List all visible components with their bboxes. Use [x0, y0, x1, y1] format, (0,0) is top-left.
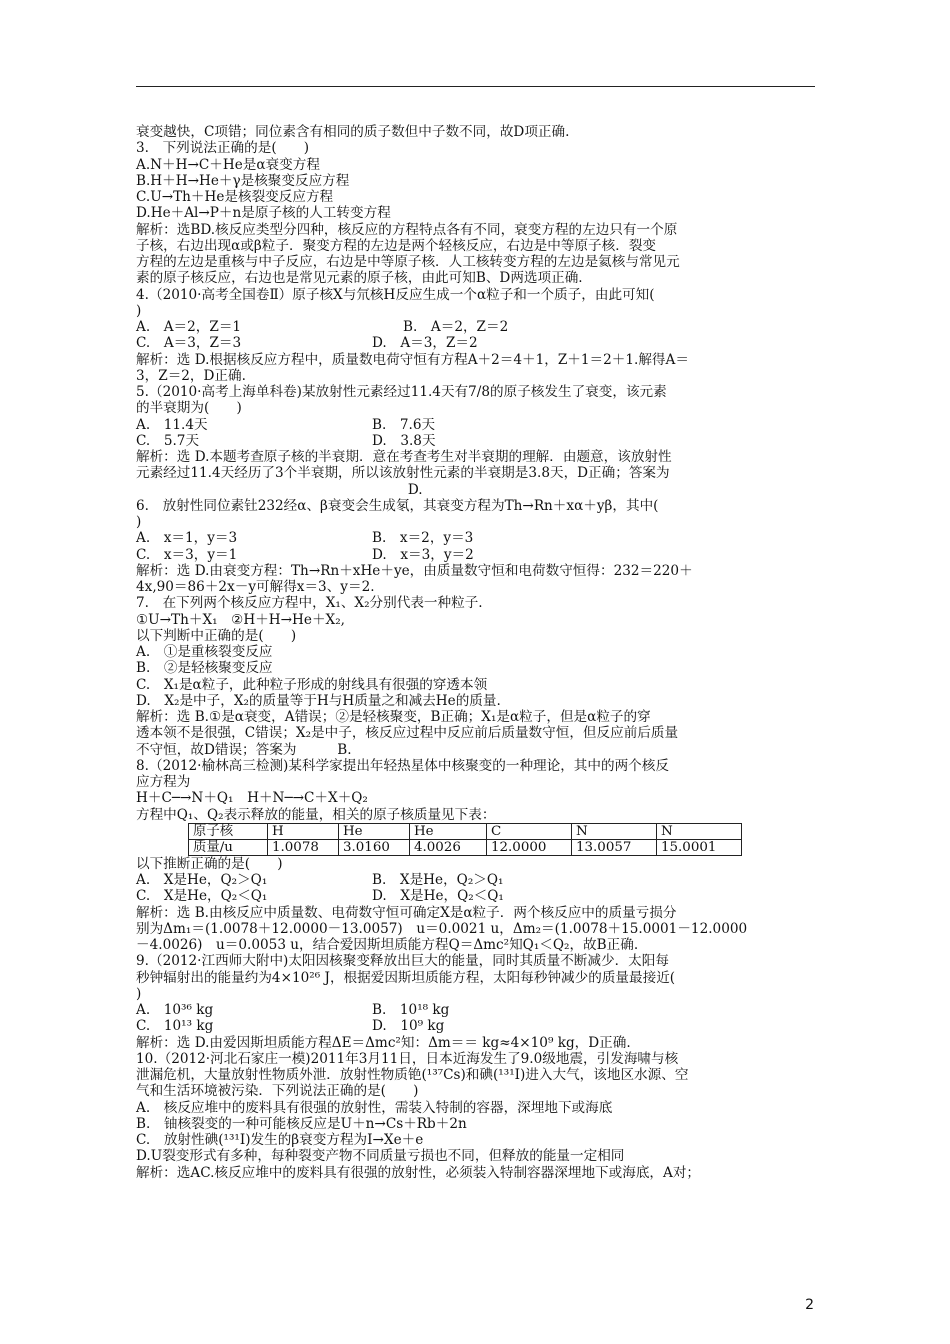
question-3: 3. 下列说法正确的是( )	[136, 140, 310, 157]
answer-line: －4.0026) u＝0.0053 u，结合爱因斯坦质能方程Q＝Δmc²知Q₁＜Q₂，故B正确.	[136, 937, 639, 953]
table-cell: 15.0001	[657, 839, 742, 855]
question-4: 4.（2010·高考全国卷Ⅱ）原子核X与氘核H反应生成一个α粒子和一个质子，由此可知(	[136, 286, 655, 303]
option: C. X是He，Q₂＜Q₁	[136, 888, 268, 905]
page-content	[136, 124, 826, 1181]
table-cell: 质量/u	[189, 839, 268, 855]
option: B. X是He，Q₂＞Q₁	[372, 872, 504, 888]
option: C. 5.7天	[136, 432, 200, 449]
option: A. A＝2，Z＝1	[136, 319, 242, 335]
table-cell: He	[410, 823, 487, 839]
table-cell: C	[487, 823, 572, 839]
option-line: D.U裂变形式有多种，每种裂变产物不同质量亏损也不同，但释放的能量一定相同	[136, 1148, 625, 1165]
equation-line: H＋C─→N＋Q₁ H＋N─→C＋X＋Q₂	[136, 790, 368, 807]
table-cell: N	[572, 823, 657, 839]
option: D. A＝3，Z＝2	[372, 335, 478, 352]
text-line: 应方程为	[136, 774, 191, 790]
option: C. A＝3，Z＝3	[136, 335, 242, 352]
table-cell: H	[268, 823, 339, 839]
answer-line: 解析：选 D.本题考查原子核的半衰期．意在考查考生对半衰期的理解．由题意，该放射性	[136, 449, 672, 465]
option-line: D.He＋Al→P＋n是原子核的人工转变方程	[136, 205, 391, 222]
option: A. x＝1，y＝3	[136, 530, 238, 547]
answer-line: 4x,90＝86＋2x－y可解得x＝3、y＝2.	[136, 579, 375, 595]
answer-line: 解析：选 D.由衰变方程：Th→Rn＋xHe＋ye，由质量数守恒和电荷数守恒得：232＝220＋	[136, 562, 693, 579]
option: A. X是He，Q₂＞Q₁	[136, 872, 268, 888]
table-cell: 13.0057	[572, 839, 657, 855]
text-line: ①U→Th＋X₁ ②H＋H→He＋X₂,	[136, 611, 345, 628]
text-line: 衰变越快，C项错；同位素含有相同的质子数但中子数不同，故D项正确.	[136, 124, 570, 140]
option-line: C.U→Th＋He是核裂变反应方程	[136, 189, 334, 205]
answer-line: D.	[136, 481, 423, 498]
table-cell: 3.0160	[339, 839, 410, 855]
text-line: )	[136, 302, 142, 319]
option-line: B.H＋H→He＋γ是核聚变反应方程	[136, 172, 350, 189]
option: D. x＝3，y＝2	[372, 546, 474, 563]
option-row	[136, 1002, 826, 1018]
text-line: )	[136, 985, 142, 1002]
question-7: 7. 在下列两个核反应方程中，X₁、X₂分别代表一种粒子.	[136, 595, 483, 612]
text-line: 泄漏危机，大量放射性物质外泄．放射性物质铯(¹³⁷Cs)和碘(¹³¹I)进入大气，该地区水源、空	[136, 1067, 689, 1083]
answer-line: 元素经过11.4天经历了3个半衰期，所以该放射性元素的半衰期是3.8天，D正确；答案为	[136, 465, 670, 482]
option-row	[136, 530, 826, 546]
text-line: 的半衰期为( )	[136, 400, 242, 417]
table-cell: 原子核	[189, 823, 268, 839]
table-row	[189, 823, 742, 839]
table-cell: 12.0000	[487, 839, 572, 855]
table-cell: He	[339, 823, 410, 839]
text-line: 秒钟辐射出的能量约为4×10²⁶ J，根据爱因斯坦质能方程，太阳每秒钟减少的质量最接近(	[136, 969, 676, 986]
option-row	[136, 1018, 826, 1034]
text-line: 方程中Q₁、Q₂表示释放的能量，相关的原子核质量见下表：	[136, 806, 496, 823]
option: B. A＝2，Z＝2	[403, 319, 509, 335]
answer-line: 素的原子核反应，右边也是常见元素的原子核，由此可知B、D两选项正确.	[136, 270, 583, 287]
question-10: 10.（2012·河北石家庄一模)2011年3月11日，日本近海发生了9.0级地震，引发海啸与核	[136, 1050, 679, 1067]
option-row	[136, 433, 826, 449]
text-line: 气和生活环境被污染．下列说法正确的是( )	[136, 1083, 419, 1100]
answer-line: 子核，右边出现α或β粒子．聚变方程的左边是两个轻核反应，右边是中等原子核．裂变	[136, 237, 657, 254]
option-row	[136, 335, 826, 351]
option-line: D. X₂是中子，X₂的质量等于H与H质量之和减去He的质量.	[136, 692, 501, 709]
mass-table	[188, 823, 742, 856]
answer-line: 解析：选 D.根据核反应方程中，质量数电荷守恒有方程A＋2＝4＋1，Z＋1＝2＋1.解得A＝	[136, 351, 689, 368]
answer-line: 3，Z＝2，D正确.	[136, 367, 246, 384]
table-cell: 1.0078	[268, 839, 339, 855]
option-line: B. 铀核裂变的一种可能核反应是U＋n→Cs＋Rb＋2n	[136, 1115, 467, 1132]
text-line: )	[136, 514, 142, 530]
option: D. 10⁹ kg	[372, 1018, 445, 1035]
table-cell: 4.0026	[410, 839, 487, 855]
option-line: C. X₁是α粒子，此种粒子形成的射线具有很强的穿透本领	[136, 676, 488, 693]
question-5: 5.（2010·高考上海单科卷)某放射性元素经过11.4天有7/8的原子核发生了衰变，该元素	[136, 384, 667, 400]
answer-line: 解析：选AC.核反应堆中的废料具有很强的放射性，必须装入特制容器深埋地下或海底，A对；	[136, 1164, 701, 1181]
answer-line: 解析：选 B.①是α衰变，A错误；②是轻核聚变，B正确；X₁是α粒子，但是α粒子的穿	[136, 709, 651, 725]
option: C. 10¹³ kg	[136, 1018, 214, 1035]
option-line: A.N＋H→C＋He是α衰变方程	[136, 156, 320, 173]
option: B. x＝2，y＝3	[372, 530, 474, 547]
option-line: C. 放射性碘(¹³¹I)发生的β衰变方程为I→Xe＋e	[136, 1132, 424, 1148]
answer-line: 不守恒，故D错误；答案为 B.	[136, 741, 352, 758]
text-line: 以下推断正确的是( )	[136, 855, 283, 872]
option: B. 7.6天	[372, 416, 436, 433]
answer-line: 解析：选 B.由核反应中质量数、电荷数守恒可确定X是α粒子．两个核反应中的质量亏损分	[136, 904, 677, 921]
question-8: 8.（2012·榆林高三检测)某科学家提出年轻热星体中核聚变的一种理论，其中的两个核反	[136, 757, 669, 774]
option-line: A. ①是重核裂变反应	[136, 644, 273, 660]
header-rule	[136, 86, 815, 87]
text-line: 以下判断中正确的是( )	[136, 627, 297, 644]
option: A. 11.4天	[136, 416, 208, 433]
question-6: 6. 放射性同位素钍232经α、β衰变会生成氡，其衰变方程为Th→Rn＋xα＋yβ，其中(	[136, 497, 659, 514]
answer-line: 解析：选BD.核反应类型分四种，核反应的方程特点各有不同，衰变方程的左边只有一个原	[136, 221, 678, 238]
option: D. X是He，Q₂＜Q₁	[372, 888, 504, 905]
option-row	[136, 319, 826, 335]
table-row	[189, 839, 742, 855]
block-intro	[136, 124, 826, 319]
answer-line: 透本领不是很强，C错误；X₂是中子，核反应过程中反应前后质量数守恒，但反应前后质量	[136, 725, 679, 742]
answer-line: 解析：选 D.由爱因斯坦质能方程ΔE＝Δmc²知：Δm＝＝ kg≈4×10⁹ kg，D正确.	[136, 1034, 631, 1051]
option: D. 3.8天	[372, 432, 436, 449]
answer-line: 别为Δm₁＝(1.0078＋12.0000－13.0057) u＝0.0021 u，Δm₂＝(1.0078＋15.0001－12.0000	[136, 920, 748, 937]
option-row	[136, 872, 826, 888]
option: A. 10³⁶ kg	[136, 1002, 214, 1018]
option: C. x＝3，y＝1	[136, 546, 238, 563]
answer-line: 方程的左边是重核与中子反应，右边是中等原子核．人工核转变方程的左边是氦核与常见元	[136, 254, 680, 270]
page-number: 2	[805, 1297, 814, 1313]
question-9: 9.（2012·江西师大附中)太阳因核聚变释放出巨大的能量，同时其质量不断减少．太阳每	[136, 953, 669, 970]
option-row	[136, 888, 826, 904]
option-line: B. ②是轻核聚变反应	[136, 660, 273, 677]
option-row	[136, 417, 826, 433]
table-cell: N	[657, 823, 742, 839]
option-row	[136, 547, 826, 563]
option: B. 10¹⁸ kg	[372, 1002, 450, 1018]
option-line: A. 核反应堆中的废料具有很强的放射性，需装入特制的容器，深埋地下或海底	[136, 1099, 613, 1116]
